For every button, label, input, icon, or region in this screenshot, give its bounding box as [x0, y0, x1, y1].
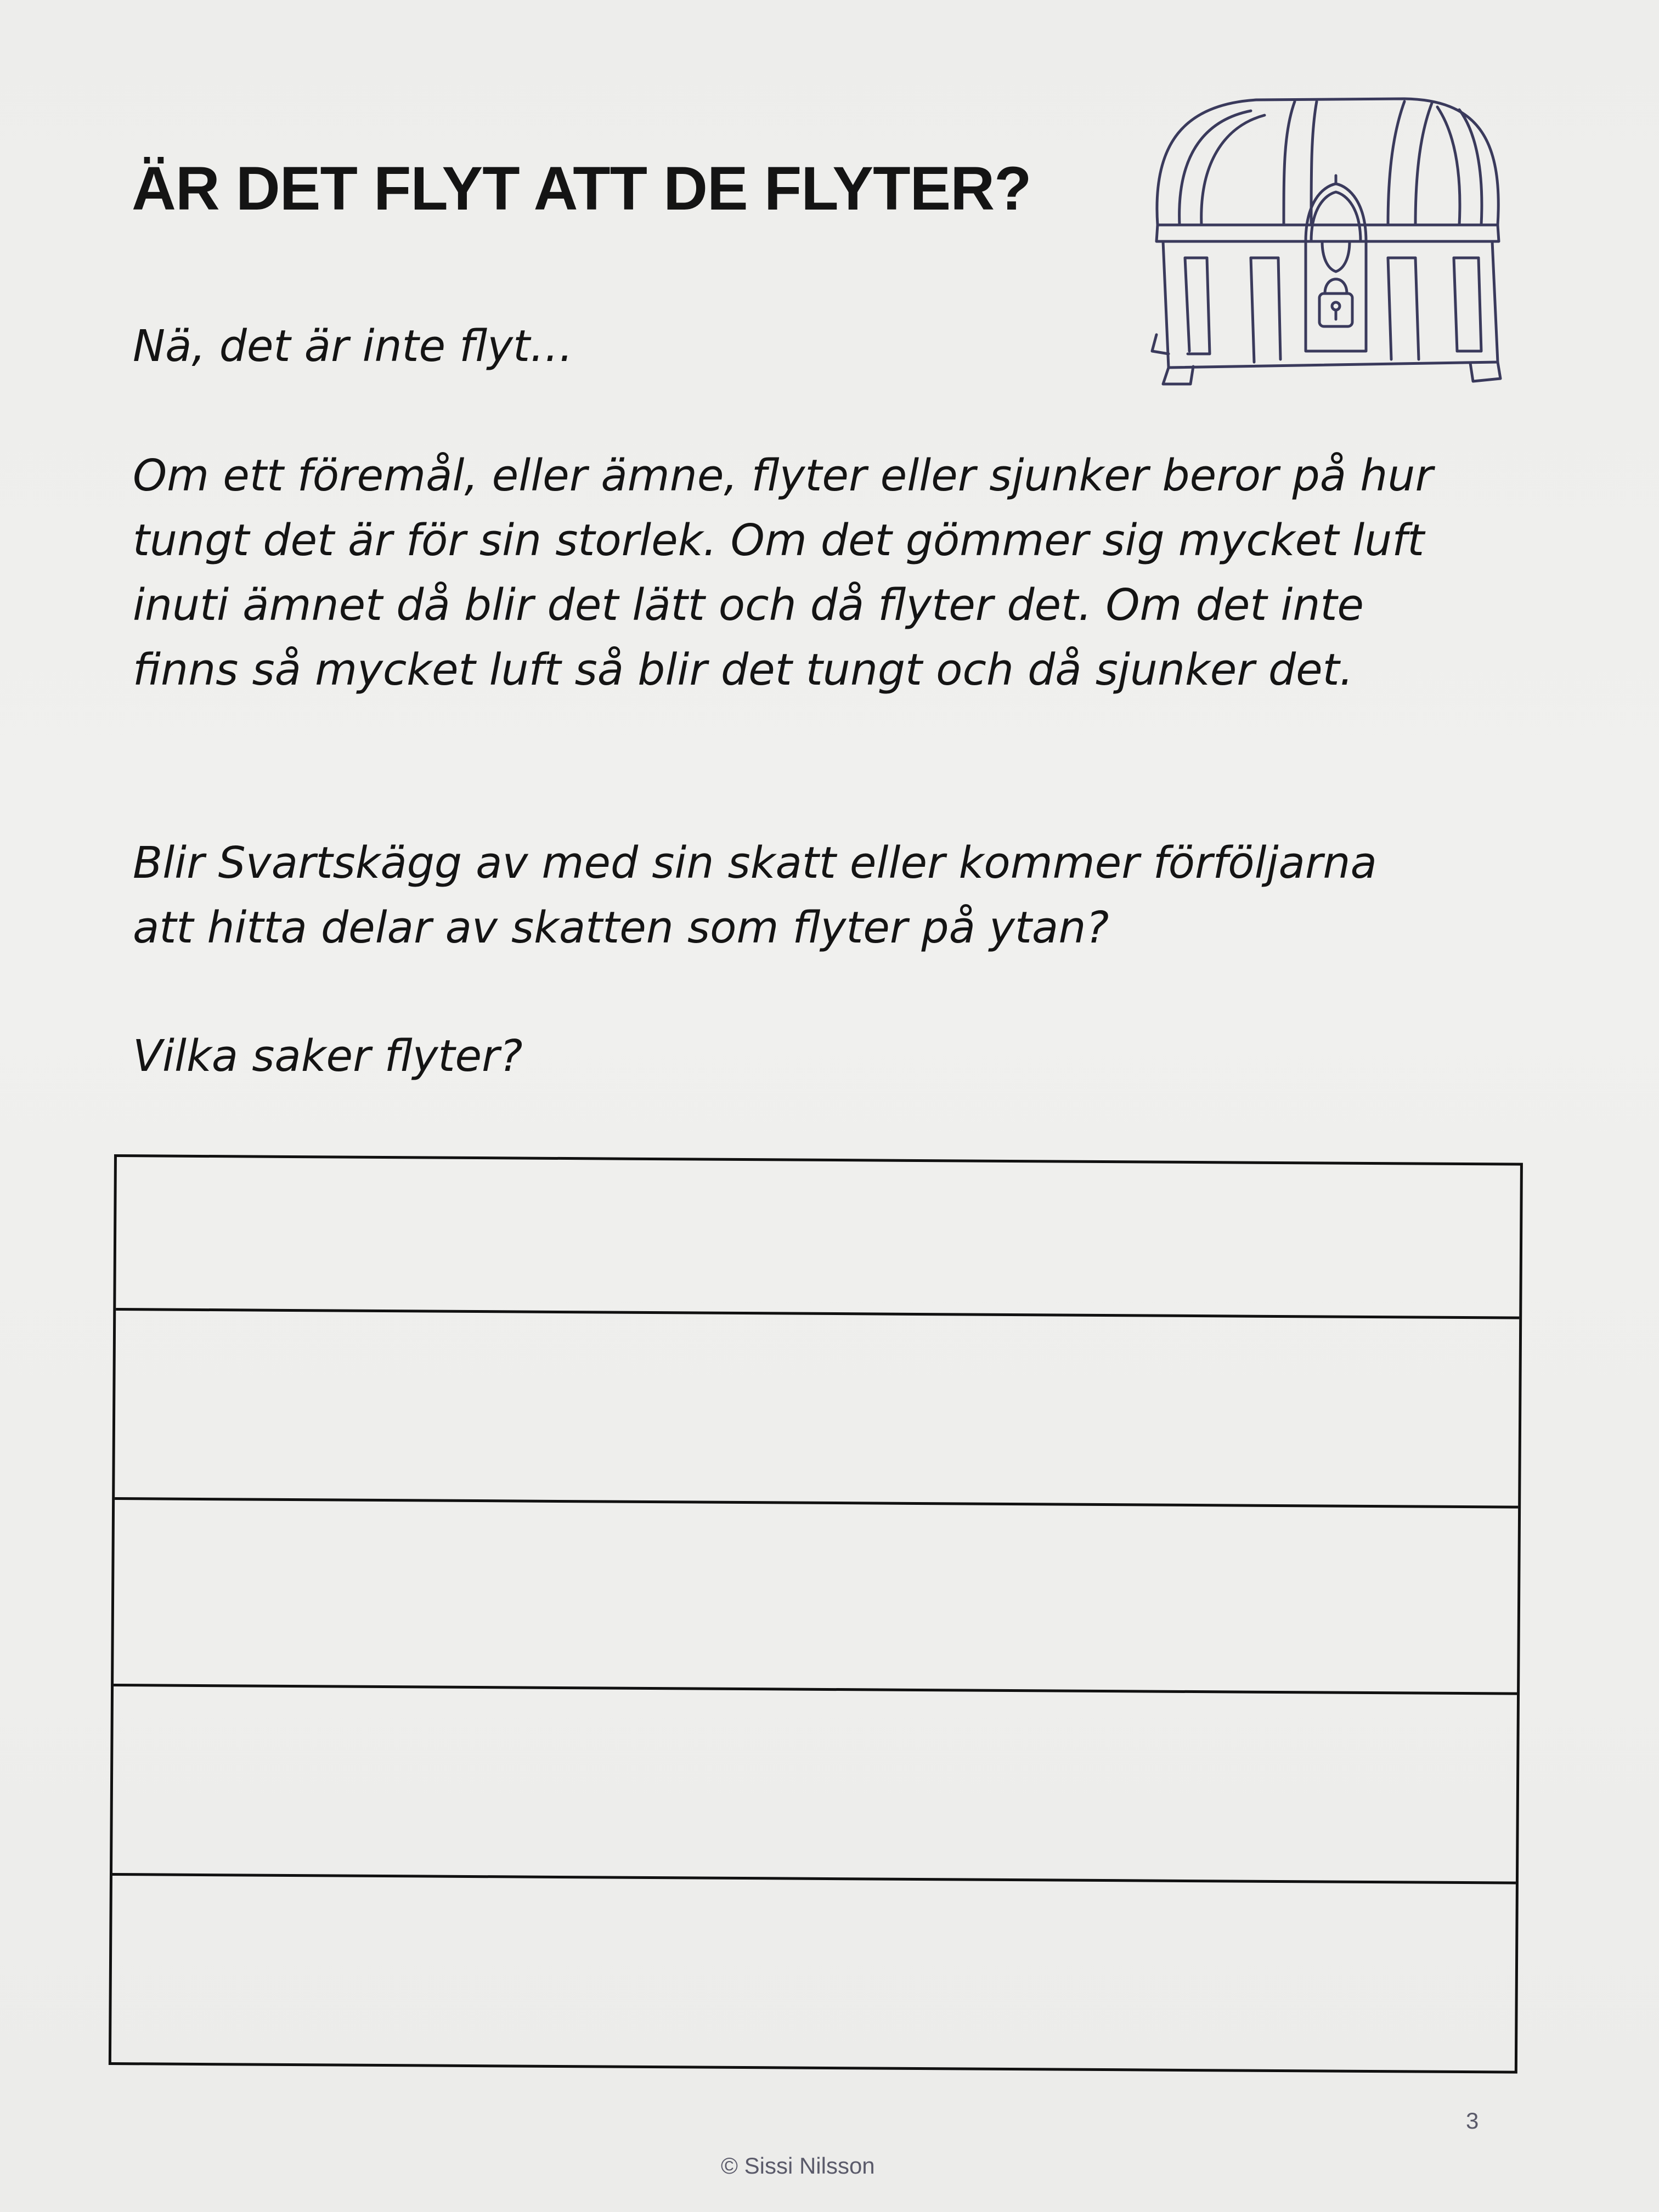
explanation-text: Om ett föremål, eller ämne, flyter eller sjunker beror på hur tungt det är för sin storlek. Om det gömmer sig mycket luft inuti ämnet då blir det lätt och då flyter det. Om det inte finns så mycket luft så blir det tungt och då sjunker det. — [133, 450, 1433, 695]
answer-row-5[interactable] — [111, 1876, 1516, 2071]
prompt-text: Vilka saker flyter? — [133, 1031, 523, 1081]
page-number: 3 — [1466, 2108, 1479, 2134]
question-text: Blir Svartskägg av med sin skatt eller kommer förföljarna att hitta delar av skatten som flyter på ytan? — [133, 838, 1377, 953]
copyright-notice: © Sissi Nilsson — [721, 2153, 875, 2179]
answer-table — [109, 1154, 1523, 2074]
answer-row-2[interactable] — [115, 1311, 1519, 1509]
answer-row-4[interactable] — [112, 1686, 1517, 1884]
page-title: ÄR DET FLYT ATT DE FLYTER? — [132, 154, 1031, 223]
answer-row-3[interactable] — [114, 1500, 1518, 1695]
intro-text: Nä, det är inte flyt… — [133, 321, 574, 371]
answer-row-1[interactable] — [116, 1157, 1520, 1319]
